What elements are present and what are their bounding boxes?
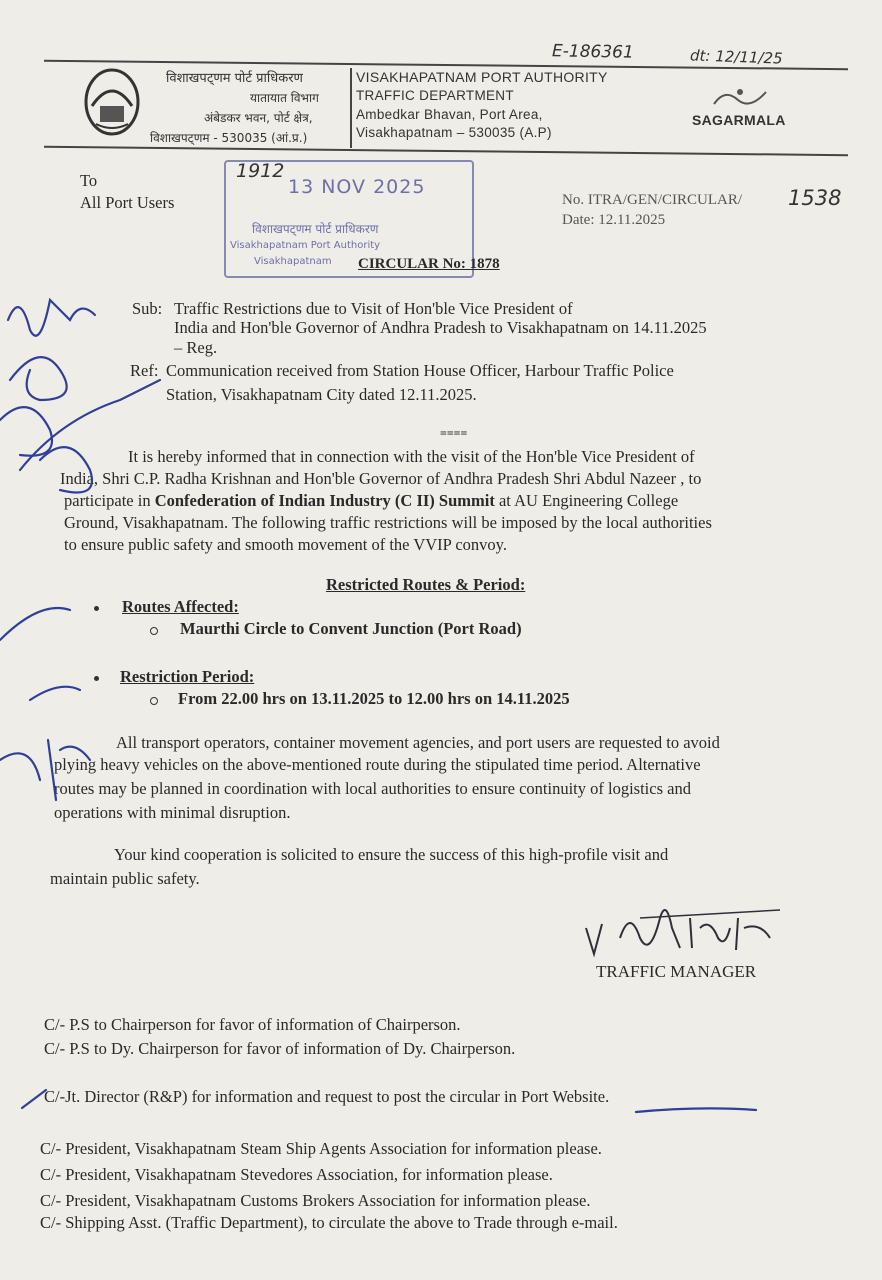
copy-5: C/- President, Visakhapatnam Stevedores Association, for information please.	[40, 1165, 553, 1184]
letterhead-hindi-line2: यातायात विभाग	[250, 91, 319, 105]
stamp-date: 13 NOV 2025	[288, 176, 426, 198]
stamp-english-city: Visakhapatnam	[254, 256, 332, 267]
para2-line1: All transport operators, container movement agencies, and port users are requested to avoid	[116, 733, 720, 752]
letterhead-hindi-line4: विशाखपट्णम - 530035 (आं.प्र.)	[150, 131, 308, 145]
para1-summit-name: Confederation of Indian Industry (C II) Summit	[154, 491, 495, 510]
letterhead-english-line3: Ambedkar Bhavan, Port Area,	[356, 107, 543, 122]
to-label: To	[80, 171, 98, 190]
letterhead-hindi-line1: विशाखपट्णम पोर्ट प्राधिकरण	[166, 71, 303, 86]
letterhead-english-line1: VISAKHAPATNAM PORT AUTHORITY	[356, 69, 608, 85]
para1-line4: Ground, Visakhapatnam. The following traffic restrictions will be imposed by the local authorities	[64, 513, 712, 532]
para2-line3: routes may be planned in coordination with local authorities to ensure continuity of logistics and	[54, 779, 691, 798]
para2-line2: plying heavy vehicles on the above-mentioned route during the stipulated time period. Alternative	[54, 755, 701, 774]
reference-number: No. ITRA/GEN/CIRCULAR/	[562, 192, 742, 208]
stamp-english-text: Visakhapatnam Port Authority	[230, 240, 381, 251]
subject-line1: Traffic Restrictions due to Visit of Hon'ble Vice President of	[174, 299, 573, 318]
para2-line4: operations with minimal disruption.	[54, 803, 291, 822]
reference-line2: Station, Visakhapatnam City dated 12.11.2025.	[166, 385, 477, 404]
para1-line1: It is hereby informed that in connection with the visit of the Hon'ble Vice President of	[128, 447, 695, 466]
period-label: Restriction Period:	[120, 667, 255, 686]
copy-4: C/- President, Visakhapatnam Steam Ship Agents Association for information please.	[40, 1139, 602, 1158]
reference-line1: Communication received from Station House Officer, Harbour Traffic Police	[166, 361, 674, 380]
routes-value: Maurthi Circle to Convent Junction (Port Road)	[180, 619, 522, 638]
circular-title: CIRCULAR No: 1878	[358, 256, 500, 272]
subject-line3: – Reg.	[174, 338, 218, 357]
handwritten-date: dt: 12/11/25	[689, 46, 783, 68]
reference-label: Ref:	[130, 361, 159, 380]
restricted-heading: Restricted Routes & Period:	[326, 575, 526, 594]
letterhead-english-line2: TRAFFIC DEPARTMENT	[356, 88, 514, 103]
period-value: From 22.00 hrs on 13.11.2025 to 12.00 hrs on 14.11.2025	[178, 689, 570, 708]
sagarmala-logo-text: SAGARMALA	[692, 112, 786, 128]
routes-label: Routes Affected:	[122, 597, 239, 616]
handwritten-circular-suffix: 1538	[788, 186, 842, 210]
copy-3: C/-Jt. Director (R&P) for information and request to post the circular in Port Website.	[44, 1087, 610, 1106]
letterhead-english-line4: Visakhapatnam – 530035 (A.P)	[356, 125, 552, 140]
para3-line2: maintain public safety.	[50, 869, 200, 888]
copy-2: C/- P.S to Dy. Chairperson for favor of information of Dy. Chairperson.	[44, 1039, 516, 1058]
copy-7: C/- Shipping Asst. (Traffic Department), to circulate the above to Trade through e-mail.	[40, 1213, 618, 1232]
stamp-hindi-text: विशाखपट्णम पोर्ट प्राधिकरण	[252, 222, 379, 236]
copy-1: C/- P.S to Chairperson for favor of information of Chairperson.	[44, 1015, 461, 1034]
letterhead-hindi-line3: अंबेडकर भवन, पोर्ट क्षेत्र,	[204, 111, 313, 125]
para1-line5: to ensure public safety and smooth movement of the VVIP convoy.	[64, 535, 507, 554]
para1-line3-start: participate in	[64, 491, 155, 510]
signatory-title: TRAFFIC MANAGER	[596, 962, 757, 981]
handwritten-inward-number: 1912	[236, 160, 285, 182]
separator: ====	[440, 426, 468, 440]
subject-label: Sub:	[132, 299, 163, 318]
to-value: All Port Users	[80, 193, 175, 212]
subject-line2: India and Hon'ble Governor of Andhra Pradesh to Visakhapatnam on 14.11.2025	[174, 318, 707, 337]
para3-line1: Your kind cooperation is solicited to ensure the success of this high-profile visit and	[114, 845, 669, 864]
para1-line3-end: at AU Engineering College	[494, 491, 679, 510]
circular-date: Date: 12.11.2025	[562, 212, 666, 228]
copy-6: C/- President, Visakhapatnam Customs Brokers Association for information please.	[40, 1191, 591, 1210]
para1-line2: India, Shri C.P. Radha Krishnan and Hon'ble Governor of Andhra Pradesh Shri Abdul Nazeer , to	[60, 469, 702, 488]
handwritten-file-number: E-186361	[551, 41, 634, 63]
